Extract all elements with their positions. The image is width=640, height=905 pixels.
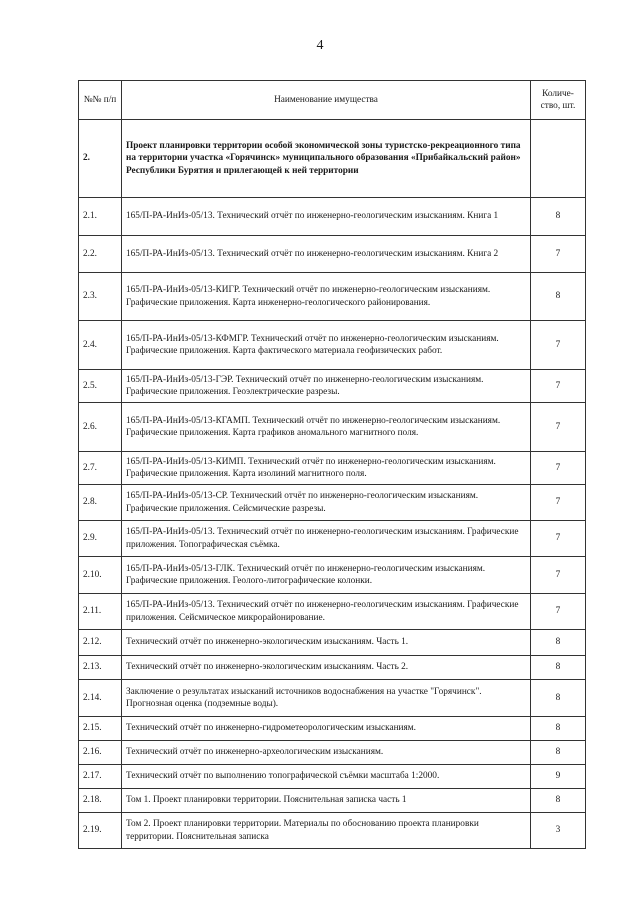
row-number: 2.15. [79,717,122,741]
item-name: Проект планировки территории особой экономической зоны туристско-рекреационного типа на территории участка «Горячинск» муниципального образования «Прибайкальский район» Республики Бурятия и прилегающей к ней территории [122,120,531,198]
item-quantity: 7 [531,557,586,594]
item-quantity: 7 [531,403,586,452]
item-name: 165/П-РА-ИнИз-05/13-КИМП. Технический отчёт по инженерно-геологическим изысканиям. Графические приложения. Карта изолиний магнитного поля. [122,452,531,485]
item-quantity: 7 [531,594,586,630]
item-name: 165/П-РА-ИнИз-05/13-КГАМП. Технический отчёт по инженерно-геологическим изысканиям. Графические приложения. Карта графиков аномального магнитного поля. [122,403,531,452]
page-number: 4 [316,38,324,53]
item-quantity: 8 [531,741,586,765]
item-name: 165/П-РА-ИнИз-05/13. Технический отчёт по инженерно-геологическим изысканиям. Графические приложения. Сейсмическое микрорайонирование. [122,594,531,630]
row-number: 2.17. [79,765,122,789]
item-name: Заключение о результатах изысканий источников водоснабжения на участке "Горячинск". Прогнозная оценка (подземные воды). [122,680,531,717]
table-row [79,594,586,630]
item-quantity: 8 [531,789,586,813]
table-row [79,273,586,321]
table-header-row [79,81,586,120]
row-number: 2.6. [79,403,122,452]
table-row [79,370,586,403]
row-number: 2.18. [79,789,122,813]
row-number: 2.13. [79,656,122,680]
item-quantity: 8 [531,198,586,236]
table-row [79,236,586,273]
row-number: 2.9. [79,521,122,557]
row-number: 2.3. [79,273,122,321]
row-number: 2.12. [79,630,122,656]
table-row [79,120,586,198]
item-quantity [531,120,586,198]
item-name: 165/П-РА-ИнИз-05/13. Технический отчёт по инженерно-геологическим изысканиям. Книга 2 [122,236,531,273]
table-row [79,741,586,765]
item-quantity: 8 [531,680,586,717]
inventory-table [78,80,586,849]
item-quantity: 3 [531,813,586,849]
item-quantity: 7 [531,370,586,403]
item-name: Технический отчёт по инженерно-археологическим изысканиям. [122,741,531,765]
table-row [79,717,586,741]
table-row [79,630,586,656]
row-number: 2.1. [79,198,122,236]
item-name: 165/П-РА-ИнИз-05/13. Технический отчёт по инженерно-геологическим изысканиям. Книга 1 [122,198,531,236]
item-name: 165/П-РА-ИнИз-05/13. Технический отчёт по инженерно-геологическим изысканиям. Графические приложения. Топографическая съёмка. [122,521,531,557]
table-row [79,765,586,789]
item-name: Технический отчёт по инженерно-экологическим изысканиям. Часть 2. [122,656,531,680]
row-number: 2.16. [79,741,122,765]
item-quantity: 7 [531,521,586,557]
item-quantity: 8 [531,656,586,680]
table-row [79,521,586,557]
item-name: 165/П-РА-ИнИз-05/13-КФМГР. Технический отчёт по инженерно-геологическим изысканиям. Графические приложения. Карта фактического материала геофизических работ. [122,321,531,370]
item-name: 165/П-РА-ИнИз-05/13-КИГР. Технический отчёт по инженерно-геологическим изысканиям. Графические приложения. Карта инженерно-геологического районирования. [122,273,531,321]
item-quantity: 7 [531,236,586,273]
table-row [79,321,586,370]
item-quantity: 7 [531,321,586,370]
header-name: Наименование имущества [122,81,531,120]
item-quantity: 8 [531,630,586,656]
row-number: 2.14. [79,680,122,717]
item-quantity: 8 [531,273,586,321]
item-name: Том 2. Проект планировки территории. Материалы по обоснованию проекта планировки территории. Пояснительная записка [122,813,531,849]
table-row [79,789,586,813]
table-row [79,813,586,849]
row-number: 2. [79,120,122,198]
item-name: 165/П-РА-ИнИз-05/13-СР. Технический отчёт по инженерно-геологическим изысканиям. Графические приложения. Сейсмические разрезы. [122,485,531,521]
table-row [79,557,586,594]
item-name: Технический отчёт по инженерно-гидрометеорологическим изысканиям. [122,717,531,741]
table-row [79,198,586,236]
row-number: 2.10. [79,557,122,594]
table-row [79,656,586,680]
item-name: Технический отчёт по выполнению топографической съёмки масштаба 1:2000. [122,765,531,789]
table-row [79,680,586,717]
table-row [79,485,586,521]
row-number: 2.5. [79,370,122,403]
item-name: Том 1. Проект планировки территории. Пояснительная записка часть 1 [122,789,531,813]
item-name: Технический отчёт по инженерно-экологическим изысканиям. Часть 1. [122,630,531,656]
row-number: 2.8. [79,485,122,521]
table-body [79,120,586,849]
row-number: 2.2. [79,236,122,273]
table-row [79,403,586,452]
header-qty: Количе-ство, шт. [531,81,586,120]
item-name: 165/П-РА-ИнИз-05/13-ГЛК. Технический отчёт по инженерно-геологическим изысканиям. Графические приложения. Геолого-литографические колонки. [122,557,531,594]
item-quantity: 9 [531,765,586,789]
item-quantity: 7 [531,485,586,521]
row-number: 2.7. [79,452,122,485]
header-num: №№ п/п [79,81,122,120]
item-name: 165/П-РА-ИнИз-05/13-ГЭР. Технический отчёт по инженерно-геологическим изысканиям. Графические приложения. Геоэлектрические разрезы. [122,370,531,403]
table-row [79,452,586,485]
item-quantity: 8 [531,717,586,741]
row-number: 2.19. [79,813,122,849]
row-number: 2.4. [79,321,122,370]
item-quantity: 7 [531,452,586,485]
row-number: 2.11. [79,594,122,630]
